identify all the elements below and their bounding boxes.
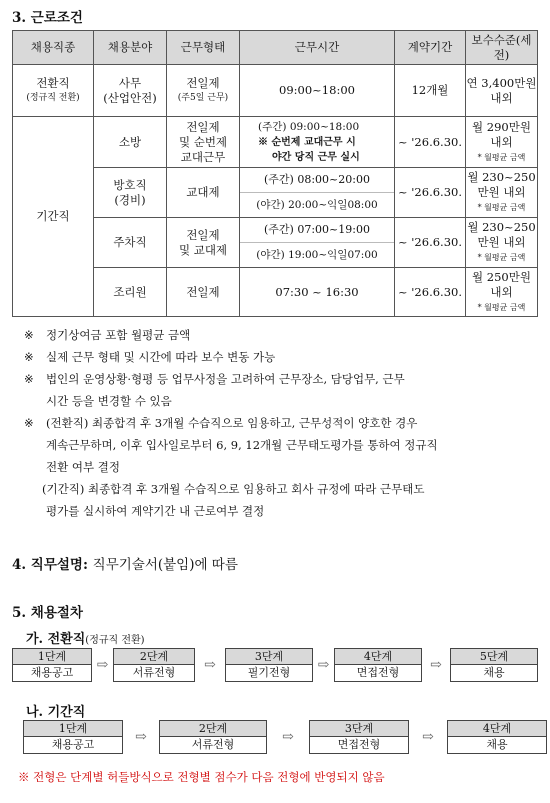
header-field: 채용분야 xyxy=(94,31,167,65)
header-contract-period: 계약기간 xyxy=(395,31,466,65)
arrow-right-icon: ⇨ xyxy=(422,729,434,745)
flow-step: 3단계 면접전형 xyxy=(309,720,409,754)
work-hours-cell: (주간) 07:00~19:00 (야간) 19:00~익일07:00 xyxy=(240,218,395,268)
note-item: ※ (전환직) 최종합격 후 3개월 수습직으로 임용하고, 근무성적이 양호한 경우 계속근무하며, 이후 입사일로부터 6, 9, 12개월 근무태도평가를 통하여 정규직 전환 여부 결정 (기간직) 최종합격 후 3개월 수습직으로 임용하고 회사 규정에 따라 근무태도 평가를 실시하여 계약기간 내 근로여부 결정 xyxy=(24,416,438,518)
flow-step: 2단계 서류전형 xyxy=(113,648,195,682)
arrow-right-icon: ⇨ xyxy=(282,729,294,745)
work-type-cell: 전일제 (주5일 근무) xyxy=(167,65,240,117)
note-item: ※ 법인의 운영상황·형평 등 업무사정을 고려하여 근무장소, 담당업무, 근무 시간 등을 변경할 수 있음 xyxy=(24,372,405,408)
flow-a-title: 가. 전환직(정규직 전환) xyxy=(26,632,145,647)
work-type-cell: 전일제 및 교대제 xyxy=(167,218,240,268)
arrow-right-icon: ⇨ xyxy=(204,657,216,673)
work-hours-cell: 07:30 ~ 16:30 xyxy=(240,268,395,317)
flow-step: 1단계 채용공고 xyxy=(23,720,123,754)
pay-cell: 월 230~250 만원 내외 * 월평균 금액 xyxy=(466,168,538,218)
flow-step: 5단계 채용 xyxy=(450,648,538,682)
table-row xyxy=(13,65,538,117)
header-job-type: 채용직종 xyxy=(13,31,94,65)
contract-period-cell: ~ '26.6.30. xyxy=(395,168,466,218)
work-type-cell: 교대제 xyxy=(167,168,240,218)
arrow-right-icon: ⇨ xyxy=(430,657,442,673)
job-type-cell: 기간직 xyxy=(13,117,94,317)
field-cell: 방호직 (경비) xyxy=(94,168,167,218)
notes-list xyxy=(24,324,540,522)
header-work-hours: 근무시간 xyxy=(240,31,395,65)
contract-period-cell: ~ '26.6.30. xyxy=(395,218,466,268)
flow-b-title: 나. 기간직 xyxy=(26,705,86,720)
header-pay: 보수수준(세전) xyxy=(466,31,538,65)
flow-a-steps xyxy=(12,648,538,682)
work-conditions-table xyxy=(12,30,538,317)
field-cell: 주차직 xyxy=(94,218,167,268)
work-hours-cell: 09:00~18:00 xyxy=(240,65,395,117)
pay-cell: 월 290만원 내외 * 월평균 금액 xyxy=(466,117,538,168)
section-title-work-conditions: 3. 근로조건 xyxy=(12,10,83,26)
header-work-type: 근무형태 xyxy=(167,31,240,65)
pay-cell: 월 230~250 만원 내외 * 월평균 금액 xyxy=(466,218,538,268)
flow-step: 1단계 채용공고 xyxy=(12,648,92,682)
job-type-cell: 전환직 (정규직 전환) xyxy=(13,65,94,117)
note-item: ※ 정기상여금 포함 월평균 금액 xyxy=(24,328,191,342)
flow-step: 2단계 서류전형 xyxy=(159,720,267,754)
contract-period-cell: ~ '26.6.30. xyxy=(395,117,466,168)
work-type-cell: 전일제 xyxy=(167,268,240,317)
arrow-right-icon: ⇨ xyxy=(317,657,330,673)
field-cell: 소방 xyxy=(94,117,167,168)
field-cell: 사무 (산업안전) xyxy=(94,65,167,117)
flow-step: 3단계 필기전형 xyxy=(225,648,313,682)
note-item: ※ 실제 근무 형태 및 시간에 따라 보수 변동 가능 xyxy=(24,350,276,364)
contract-period-cell: 12개월 xyxy=(395,65,466,117)
contract-period-cell: ~ '26.6.30. xyxy=(395,268,466,317)
flow-step: 4단계 면접전형 xyxy=(334,648,422,682)
pay-cell: 연 3,400만원 내외 xyxy=(466,65,538,117)
work-hours-cell: (주간) 09:00~18:00 ※ 순번제 교대근무 시 야간 당직 근무 실시 xyxy=(240,117,395,168)
section-title-hiring-process: 5. 채용절차 xyxy=(12,605,83,621)
work-hours-cell: (주간) 08:00~20:00 (야간) 20:00~익일08:00 xyxy=(240,168,395,218)
section-title-job-description: 4. 직무설명: 직무기술서(붙임)에 따름 xyxy=(12,557,238,573)
arrow-right-icon: ⇨ xyxy=(96,657,109,673)
pay-cell: 월 250만원 내외 * 월평균 금액 xyxy=(466,268,538,317)
flow-step: 4단계 채용 xyxy=(447,720,547,754)
table-header-row xyxy=(13,31,538,65)
arrow-right-icon: ⇨ xyxy=(135,729,147,745)
flow-b-steps xyxy=(23,720,547,754)
table-row xyxy=(13,117,538,168)
screening-warning: ※ 전형은 단계별 허들방식으로 전형별 점수가 다음 전형에 반영되지 않음 xyxy=(18,770,385,784)
work-type-cell: 전일제 및 순번제 교대근무 xyxy=(167,117,240,168)
field-cell: 조리원 xyxy=(94,268,167,317)
